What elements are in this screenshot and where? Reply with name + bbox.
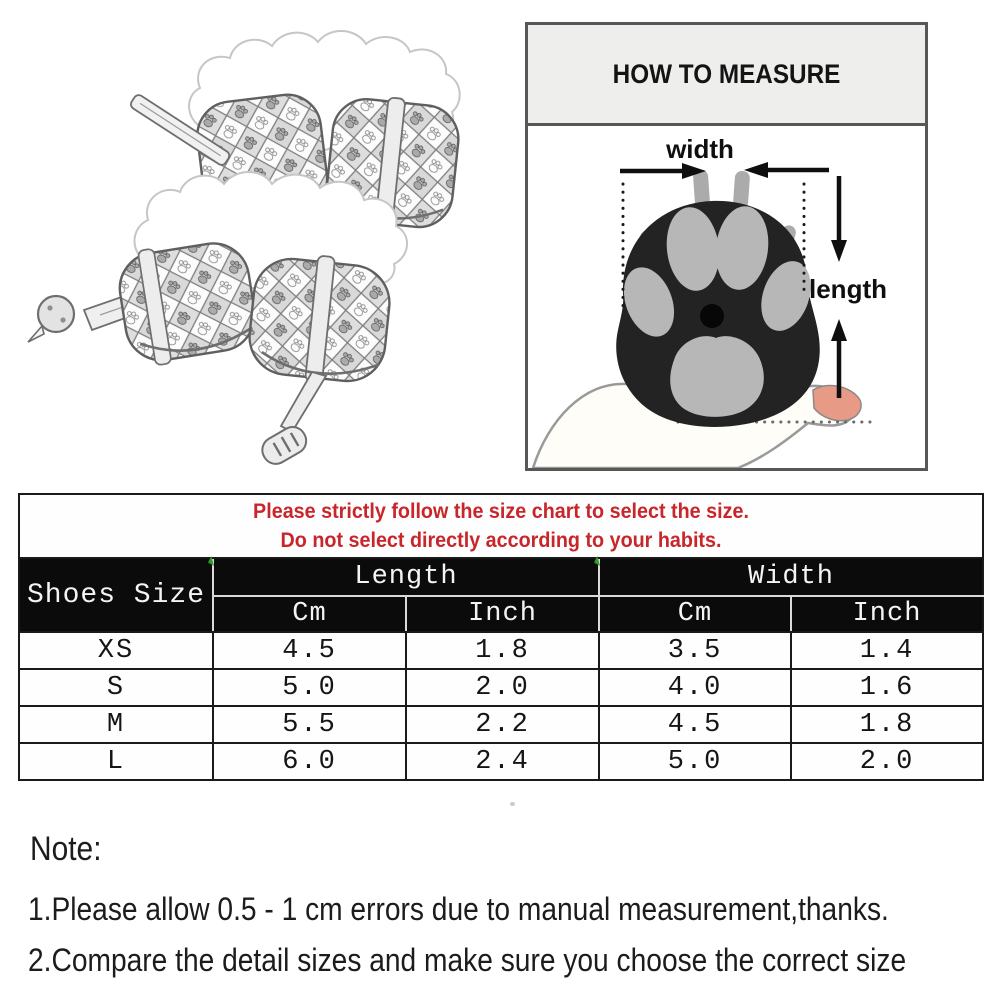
cell-width-cm: 4.0 bbox=[599, 669, 791, 706]
cell-length-inch: 1.8 bbox=[406, 632, 599, 669]
paw-measure-diagram bbox=[528, 126, 925, 468]
cell-length-cm: 5.0 bbox=[213, 669, 406, 706]
cell-width-inch: 1.8 bbox=[791, 706, 983, 743]
header-shoes-size: Shoes Size bbox=[19, 558, 213, 632]
table-row-m bbox=[19, 706, 983, 743]
measure-panel-header bbox=[528, 25, 925, 126]
cell-width-inch: 2.0 bbox=[791, 743, 983, 780]
cell-length-cm: 5.5 bbox=[213, 706, 406, 743]
cell-size: L bbox=[19, 743, 213, 780]
header-row-groups bbox=[19, 558, 983, 596]
paw-center-dot bbox=[700, 304, 724, 328]
cell-length-inch: 2.0 bbox=[406, 669, 599, 706]
cell-length-cm: 4.5 bbox=[213, 632, 406, 669]
warning-line-2: Do not select directly according to your habits. bbox=[280, 529, 722, 552]
measure-panel-body bbox=[528, 126, 925, 468]
header-length-cm: Cm bbox=[213, 596, 406, 632]
boot-front-left bbox=[114, 234, 261, 369]
table-row-l bbox=[19, 743, 983, 780]
table-row-xs bbox=[19, 632, 983, 669]
warning-line-1: Please strictly follow the size chart to select the size. bbox=[253, 500, 749, 523]
cell-width-inch: 1.4 bbox=[791, 632, 983, 669]
cell-length-inch: 2.2 bbox=[406, 706, 599, 743]
cell-size: M bbox=[19, 706, 213, 743]
warning-row bbox=[19, 494, 983, 558]
width-arrows bbox=[620, 162, 829, 179]
note-line-1: 1.Please allow 0.5 - 1 cm errors due to manual measurement,thanks. bbox=[28, 891, 889, 927]
strap-spatula bbox=[258, 372, 326, 469]
round-buckle bbox=[28, 296, 74, 342]
warning-cell bbox=[19, 494, 983, 558]
dot-artifact bbox=[510, 802, 515, 806]
cell-width-cm: 5.0 bbox=[599, 743, 791, 780]
table-row-s bbox=[19, 669, 983, 706]
cell-length-inch: 2.4 bbox=[406, 743, 599, 780]
length-label: length bbox=[809, 274, 887, 304]
header-width-inch: Inch bbox=[791, 596, 983, 632]
how-to-measure-panel bbox=[525, 22, 928, 471]
width-label: width bbox=[666, 134, 734, 164]
header-length-inch: Inch bbox=[406, 596, 599, 632]
measure-title: HOW TO MEASURE bbox=[612, 58, 841, 89]
cell-width-cm: 3.5 bbox=[599, 632, 791, 669]
header-width: Width bbox=[599, 558, 983, 596]
note-line-2: 2.Compare the detail sizes and make sure you choose the correct size bbox=[28, 942, 907, 978]
cell-width-inch: 1.6 bbox=[791, 669, 983, 706]
paw-main-pad bbox=[670, 336, 764, 417]
boot-front-right bbox=[245, 249, 393, 389]
cell-length-cm: 6.0 bbox=[213, 743, 406, 780]
size-chart-table bbox=[18, 493, 984, 781]
header-width-cm: Cm bbox=[599, 596, 791, 632]
cell-size: S bbox=[19, 669, 213, 706]
header-length: Length bbox=[213, 558, 599, 596]
notes-heading: Note: bbox=[30, 830, 102, 868]
cell-size: XS bbox=[19, 632, 213, 669]
cell-width-cm: 4.5 bbox=[599, 706, 791, 743]
